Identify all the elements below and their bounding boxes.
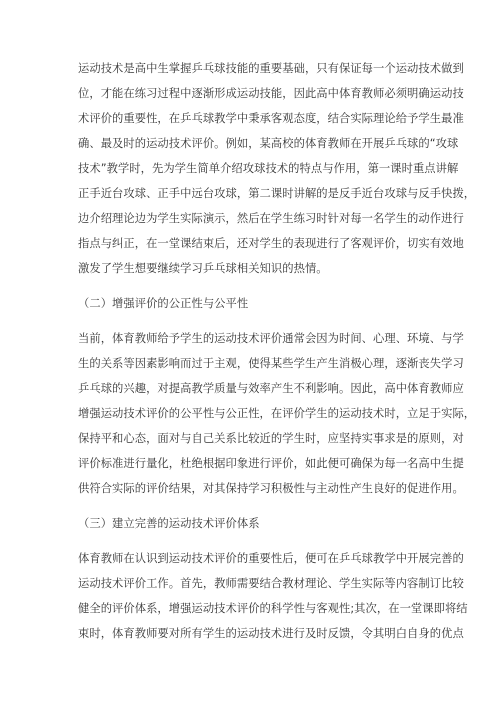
paragraph-2-line: 供符合实际的评价结果，对其保持学习积极性与主动性产生良好的促进作用。: [78, 482, 464, 495]
paragraph-1-line: 指点与纠正，在一堂课结束后，还对学生的表现进行了客观评价，切实有效地: [78, 237, 464, 250]
paragraph-2-line: 乒乓球的兴趣，对提高教学质量与效率产生不利影响。因此，高中体育教师应: [78, 382, 464, 395]
paragraph-3-line: 运动技术评价工作。首先，教师需要结合教材理论、学生实际等内容制订比较: [78, 577, 464, 590]
paragraph-1-line: 确、最及时的运动技术评价。例如，某高校的体育教师在开展乒乓球的“攻球: [78, 137, 459, 150]
paragraph-1-line: 激发了学生想要继续学习乒乓球相关知识的热情。: [78, 262, 328, 275]
section-heading-2: （二）增强评价的公正性与公平性: [78, 297, 249, 310]
paragraph-1-line: 位，才能在练习过程中逐渐形成运动技能，因此高中体育教师必须明确运动技: [78, 87, 464, 100]
paragraph-3-line: 束时，体育教师要对所有学生的运动技术进行及时反馈，令其明白自身的优点: [78, 627, 464, 640]
paragraph-1-line: 技术”教学时，先为学生简单介绍攻球技术的特点与作用，第一课时重点讲解: [78, 162, 459, 175]
paragraph-1-line: 术评价的重要性，在乒乓球教学中秉承客观态度，结合实际理论给予学生最准: [78, 112, 464, 125]
paragraph-2-line: 评价标准进行量化，杜绝根据印象进行评价，如此便可确保为每一名高中生提: [78, 457, 464, 470]
paragraph-3-line: 体育教师在认识到运动技术评价的重要性后，便可在乒乓球教学中开展完善的: [78, 552, 464, 565]
paragraph-1-line: 运动技术是高中生掌握乒乓球技能的重要基础，只有保证每一个运动技术做到: [78, 62, 464, 75]
paragraph-1-line: 边介绍理论边为学生实际演示，然后在学生练习时针对每一名学生的动作进行: [78, 212, 464, 225]
paragraph-3-line: 健全的评价体系，增强运动技术评价的科学性与客观性;其次，在一堂课即将结: [78, 602, 468, 615]
section-heading-3: （三）建立完善的运动技术评价体系: [78, 517, 260, 530]
paragraph-2-line: 当前，体育教师给予学生的运动技术评价通常会因为时间、心理、环境、与学: [78, 332, 464, 345]
paragraph-2-line: 生的关系等因素影响而过于主观，使得某些学生产生消极心理，逐渐丧失学习: [78, 357, 464, 370]
paragraph-2-line: 保持平和心态，面对与自己关系比较近的学生时，应坚持实事求是的原则，对: [78, 432, 464, 445]
paragraph-2-line: 增强运动技术评价的公平性与公正性，在评价学生的运动技术时，立足于实际，: [78, 407, 476, 420]
paragraph-1-line: 正手近台攻球、正手中远台攻球，第二课时讲解的是反手近台攻球与反手快拨，: [78, 187, 476, 200]
